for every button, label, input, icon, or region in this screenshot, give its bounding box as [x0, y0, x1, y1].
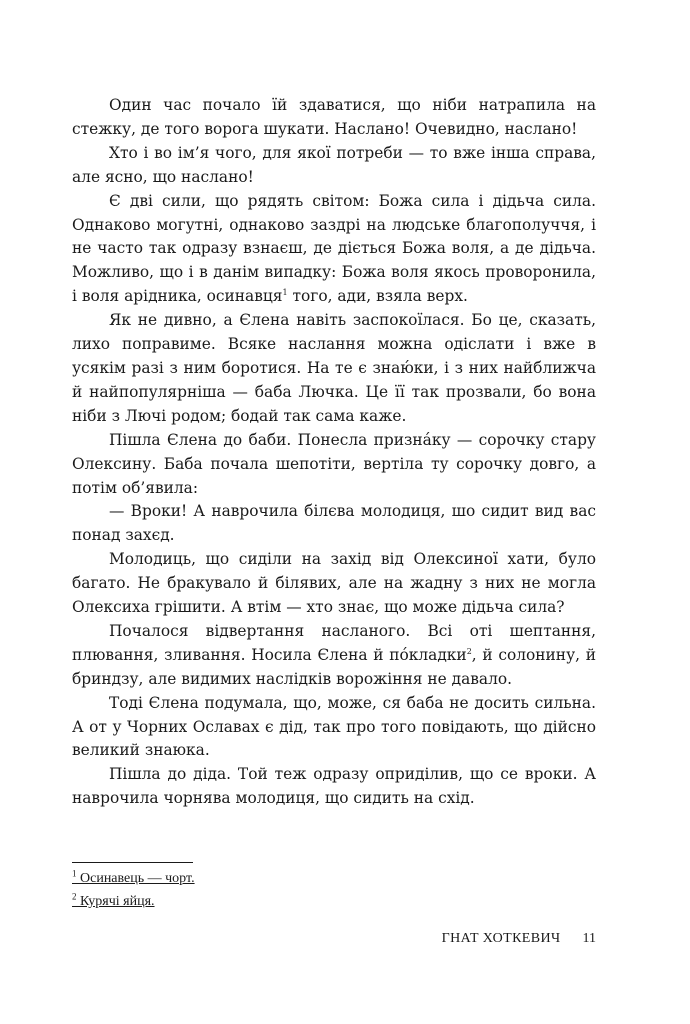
footnotes [72, 867, 592, 913]
paragraph-text: Почалося відвертання насланого. Всі оті шептання, плювання, зливання. Носила Єлена й по́кладки [72, 621, 596, 664]
paragraph: Один час почало їй здаватися, що ніби натрапила на стежку, де того ворога шукати. Наслано! Очевидно, наслано! [72, 96, 596, 138]
paragraph: Як не дивно, а Єлена навіть заспокоїлася. Бо це, сказать, лихо поправиме. Всяке наслання можна одіслати і вже в усякім разі з ним боротися. На те є знаю́ки, і з них найближча й найпопулярніша — баба Лючка. Це її так прозвали, бо вона ніби з Лючі родом; бодай так сама каже. [72, 311, 596, 425]
footnote-mark: 2 [72, 891, 77, 902]
footnote-ref-1[interactable]: 1 [282, 288, 288, 298]
footnote-divider [72, 862, 193, 863]
footnote-text: Курячі яйця. [76, 894, 155, 909]
paragraph: — Вроки! А наврочила білєва молодиця, шо сидит вид вас понад захєд. [72, 502, 596, 545]
paragraph: Молодиць, що сиділи на захід від Олексиної хати, було багато. Не бракувало й білявих, але на жадну з них не могла Олексиха грішити. А втім — хто знає, що може дідьча сила? [72, 550, 596, 617]
footnote-mark: 1 [72, 868, 77, 879]
paragraph [72, 190, 596, 310]
paragraph: Пішла до діда. Той теж одразу опридiлив, що се вроки. А наврочила чорнява молодиця, що сидить на схід. [72, 765, 596, 808]
paragraph: Тоді Єлена подумала, що, може, ся баба не досить сильна. А от у Чорних Ославах є дід, так про того повідають, що дійсно великий знаюка. [72, 693, 596, 760]
author-name: ГНАТ ХОТКЕВИЧ [441, 931, 561, 946]
paragraph: Пішла Єлена до баби. Понесла призна́ку — сорочку стару Олексину. Баба почала шепотіти, вертіла ту сорочку довго, а потім об’явила: [72, 430, 596, 497]
footnote-2[interactable] [72, 890, 592, 913]
paragraph: Хто і во ім’я чого, для якої потреби — то вже інша справа, але ясно, що наслано! [72, 143, 596, 186]
paragraph-text: того, ади, взяла верх. [287, 287, 468, 306]
footnote-1[interactable] [72, 867, 592, 890]
paragraph [72, 620, 596, 692]
paragraph-text: , й солонину, й бриндзу, але видимих наслідків ворожіння не давало. [72, 645, 596, 688]
main-text [72, 94, 596, 811]
footnote-ref-2[interactable]: 2 [466, 646, 472, 656]
running-footer [72, 928, 596, 950]
page-number: 11 [582, 931, 596, 946]
paragraph-text: Є дві сили, що рядять світом: Божа сила і дідьча сила. Однаково могутні, однаково заздрі на людське благополуччя, і не часто так одразу взнаєш, де діється Божа воля, а де дідьча. Можливо, що і в данім випадку: Божа воля якось проворонила, і воля арідника, осинавця [72, 191, 596, 306]
footnote-text: Осинавець — чорт. [76, 871, 195, 886]
